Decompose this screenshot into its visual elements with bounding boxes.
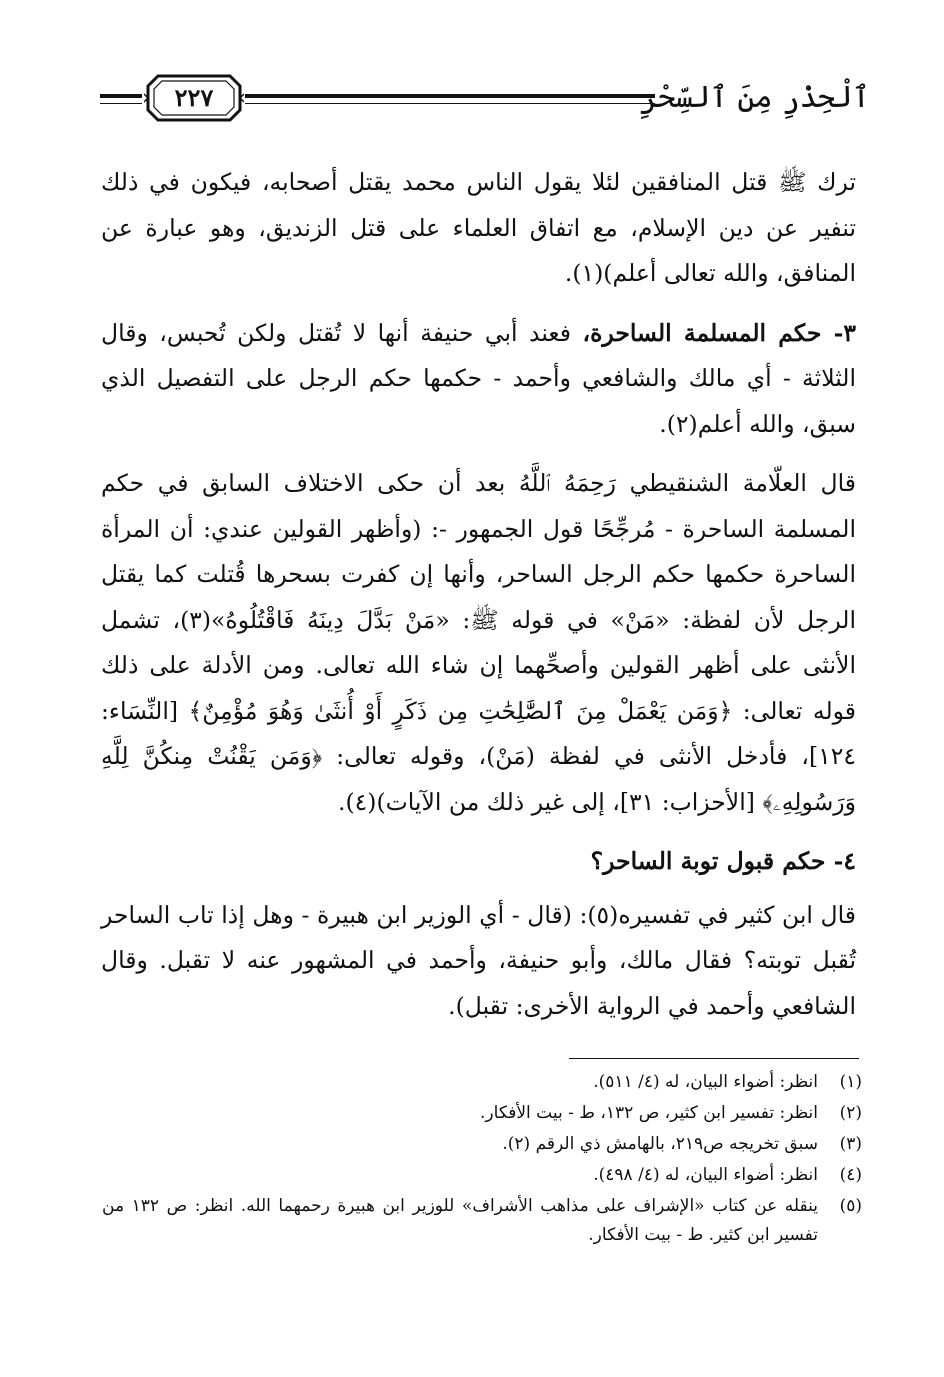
page-header bbox=[100, 70, 870, 130]
main-text bbox=[101, 160, 856, 1029]
footnote-text: سبق تخريجه ص٢١٩، بالهامش ذي الرقم (٢). bbox=[502, 1134, 818, 1154]
paragraph-2-text: فعند أبي حنيفة أنها لا تُقتل ولكن تُحبس، وقال الثلاثة - أي مالك والشافعي وأحمد - حكمها حكم الرجل على التفصيل الذي سبق، والله أعلم(٢). bbox=[101, 318, 856, 438]
footnote bbox=[102, 1068, 862, 1097]
header-rule-left bbox=[100, 94, 142, 104]
footnote-text: انظر: تفسير ابن كثير، ص ١٣٢، ط - بيت الأفكار. bbox=[480, 1103, 818, 1123]
footnote-number: (٢) bbox=[839, 1103, 862, 1123]
footnote-separator bbox=[569, 1058, 859, 1059]
section-heading-4: ٤- حكم قبول توبة الساحر؟ bbox=[590, 847, 856, 875]
footnote-text: انظر: أضواء البيان، له (٤/ ٥١١). bbox=[593, 1072, 818, 1092]
paragraph-5: قال ابن كثير في تفسيره(٥): (قال - أي الوزير ابن هبيرة - وهل إذا تاب الساحر تُقبل توبته؟ فقال مالك، وأبو حنيفة، وأحمد في المشهور عنه لا تقبل. وقال الشافعي وأحمد في الرواية الأخرى: تقبل). bbox=[101, 900, 856, 1020]
section-heading-3: ٣- حكم المسلمة الساحرة، bbox=[582, 318, 856, 347]
page-number: ٢٢٧ bbox=[174, 83, 214, 112]
footnote-text: ينقله عن كتاب «الإشراف على مذاهب الأشراف» للوزير ابن هبيرة رحمهما الله. انظر: ص ١٣٢ من تفسير ابن كثير. ط - بيت الأفكار. bbox=[102, 1196, 819, 1245]
paragraph-2 bbox=[101, 311, 856, 448]
footnote bbox=[102, 1161, 862, 1190]
footnote bbox=[102, 1130, 862, 1159]
footnote-number: (٣) bbox=[839, 1134, 862, 1154]
footnote-number: (١) bbox=[839, 1072, 862, 1092]
footnote-number: (٥) bbox=[839, 1196, 862, 1216]
running-title: ٱلْحِذْرِ مِنَ ٱلسِّحْرِ bbox=[639, 80, 870, 115]
footnotes bbox=[102, 1068, 862, 1252]
paragraph-3: قال العلّامة الشنقيطي رَحِمَهُ ٱللَّهُ بعد أن حكى الاختلاف السابق في حكم المسلمة الساحرة - مُرجِّحًا قول الجمهور -: (وأظهر القولين عندي: أن المرأة الساحرة حكمها حكم الرجل الساحر، وأنها إن كفرت بسحرها قُتلت كما يقتل الرجل لأن لفظة: «مَنْ» في قوله ﷺ: «مَنْ بَدَّلَ دِينَهُ فَاقْتُلُوهُ»(٣)، تشمل الأنثى على أظهر القولين وأصحِّهما إن شاء الله تعالى. ومن الأدلة على ذلك قوله تعالى: ﴿وَمَن يَعْمَلْ مِنَ ٱلصَّٰلِحَٰتِ مِن ذَكَرٍ أَوْ أُنثَىٰ وَهُوَ مُؤْمِنٌ﴾ [النِّسَاء: ١٢٤]، فأدخل الأنثى في لفظة (مَنْ)، وقوله تعالى: ﴿وَمَن يَقْنُتْ مِنكُنَّ لِلَّهِ وَرَسُولِهِۦ﴾ [الأحزاب: ٣١]، إلى غير ذلك من الآيات)(٤). bbox=[101, 469, 856, 816]
footnote bbox=[102, 1192, 862, 1250]
footnote bbox=[102, 1099, 862, 1128]
paragraph-1: ترك ﷺ قتل المنافقين لئلا يقول الناس محمد يقتل أصحابه، فيكون في ذلك تنفير عن دين الإسلام، مع اتفاق العلماء على قتل الزنديق، وهو عبارة عن المنافق، والله تعالى أعلم)(١). bbox=[101, 168, 856, 287]
header-rule-right bbox=[245, 94, 655, 104]
page-number-frame bbox=[144, 72, 244, 124]
footnote-text: انظر: أضواء البيان، له (٤/ ٤٩٨). bbox=[593, 1165, 818, 1185]
footnote-number: (٤) bbox=[839, 1165, 862, 1185]
